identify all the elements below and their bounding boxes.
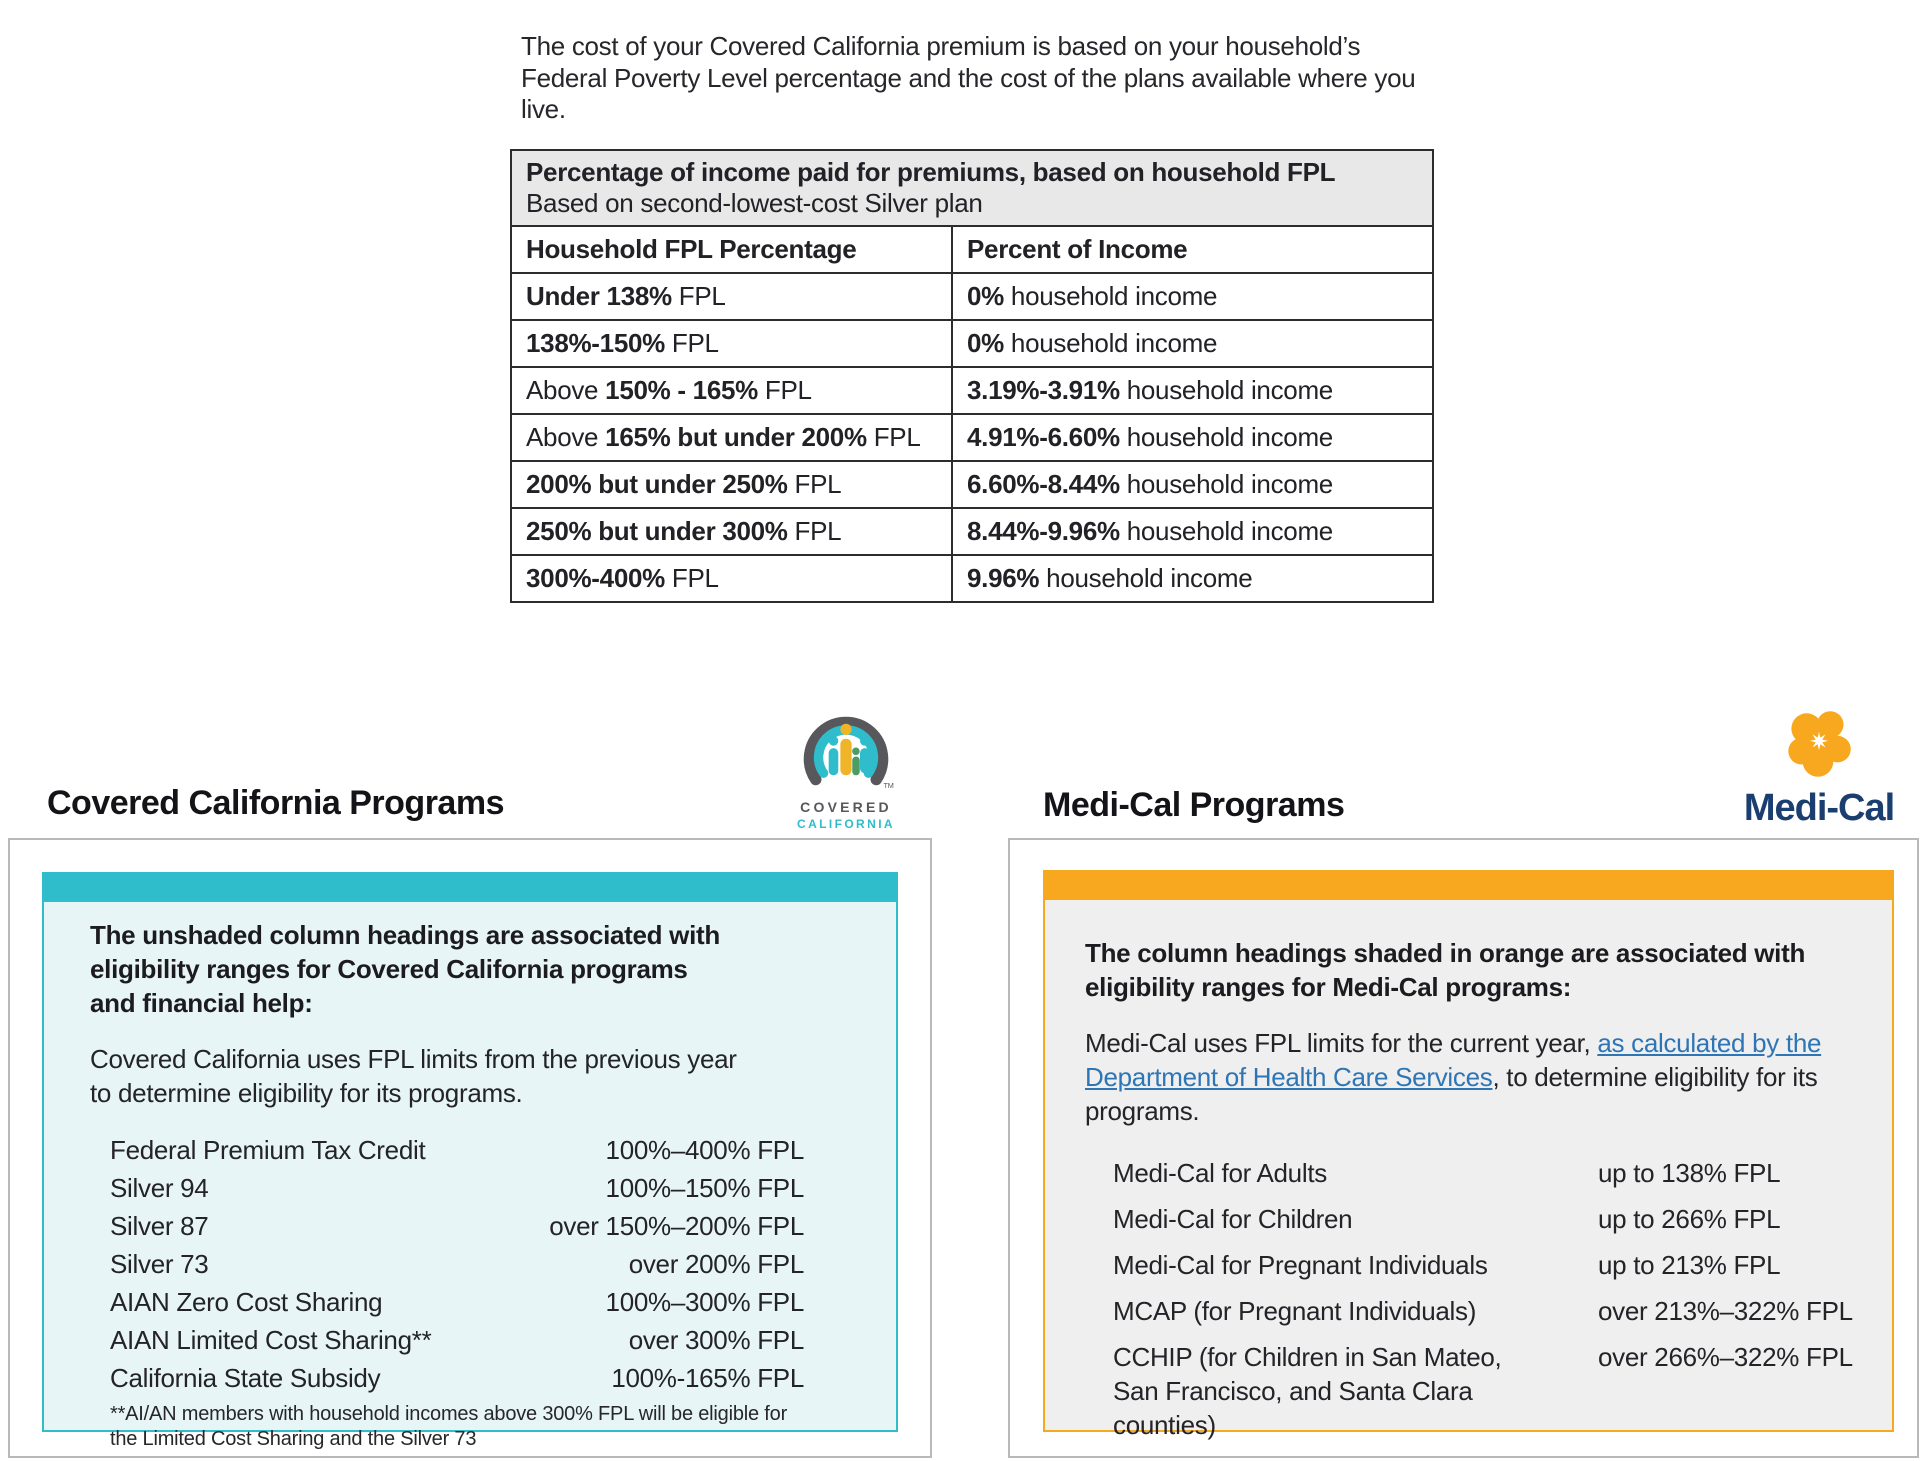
list-item xyxy=(110,1174,804,1203)
covered-california-logo xyxy=(786,696,906,831)
program-range: 100%-165% FPL xyxy=(611,1363,804,1393)
table-header-row xyxy=(511,226,1433,273)
mc-program-list xyxy=(1085,1156,1854,1442)
table-title-row xyxy=(511,150,1433,226)
list-item xyxy=(110,1288,804,1317)
covered-california-arch-icon xyxy=(791,696,901,792)
cc-logo-wordmark-covered: COVERED xyxy=(800,799,892,815)
program-range: over 300% FPL xyxy=(628,1325,804,1355)
orange-accent-bar xyxy=(1045,872,1892,900)
income-cell: 3.19%-3.91% household income xyxy=(952,367,1433,414)
fpl-cell: 250% but under 300% FPL xyxy=(511,508,952,555)
income-cell: 0% household income xyxy=(952,320,1433,367)
teal-accent-bar xyxy=(44,874,896,902)
star-icon xyxy=(1810,732,1828,750)
covered-california-info-box xyxy=(42,872,898,1450)
covered-california-section-title: Covered California Programs xyxy=(47,784,504,822)
program-range: over 150%–200% FPL xyxy=(549,1211,804,1241)
program-range: over 266%–322% FPL xyxy=(1598,1342,1853,1372)
income-cell: 6.60%-8.44% household income xyxy=(952,461,1433,508)
list-item xyxy=(1113,1202,1854,1236)
program-range: over 200% FPL xyxy=(628,1249,804,1279)
table-row xyxy=(511,273,1433,320)
medical-section-title: Medi-Cal Programs xyxy=(1043,786,1345,824)
list-item xyxy=(110,1212,804,1241)
medical-logo-wordmark: Medi-Cal xyxy=(1743,787,1895,829)
income-cell: 0% household income xyxy=(952,273,1433,320)
program-name: Federal Premium Tax Credit xyxy=(110,1135,426,1165)
program-name: Medi-Cal for Children xyxy=(1113,1204,1353,1234)
list-item xyxy=(1113,1340,1854,1442)
program-range: over 213%–322% FPL xyxy=(1598,1296,1853,1326)
column-header-fpl: Household FPL Percentage xyxy=(511,226,952,273)
income-cell: 9.96% household income xyxy=(952,555,1433,602)
mc-box-heading: The column headings shaded in orange are associated with eligibility ranges for Medi-Cal programs: xyxy=(1085,938,1806,1002)
program-range: 100%–150% FPL xyxy=(605,1173,804,1203)
table-row xyxy=(511,367,1433,414)
program-name: CCHIP (for Children in San Mateo, San Francisco, and Santa Clara counties) xyxy=(1113,1342,1502,1440)
fpl-cell: Above 150% - 165% FPL xyxy=(511,367,952,414)
program-name: California State Subsidy xyxy=(110,1363,381,1393)
income-cell: 8.44%-9.96% household income xyxy=(952,508,1433,555)
list-item xyxy=(110,1364,804,1393)
dhcs-link[interactable]: as calculated by the Department of Health Care Services xyxy=(1085,1028,1822,1092)
program-name: Silver 94 xyxy=(110,1173,209,1203)
aian-footnote: **AI/AN members with household incomes above 300% FPL will be eligible for the Limited Cost Sharing and the Silver 73 xyxy=(110,1403,788,1450)
table-row xyxy=(511,461,1433,508)
cc-box-paragraph: Covered California uses FPL limits from the previous year to determine eligibility for its programs. xyxy=(90,1044,737,1108)
mc-paragraph-text: , to determine eligibility for its programs. xyxy=(1085,1062,1818,1126)
fpl-cell: 300%-400% FPL xyxy=(511,555,952,602)
program-name: Silver 73 xyxy=(110,1249,209,1279)
table-title-cell xyxy=(511,150,1433,226)
program-name: Medi-Cal for Adults xyxy=(1113,1158,1327,1188)
income-cell: 4.91%-6.60% household income xyxy=(952,414,1433,461)
program-name: Medi-Cal for Pregnant Individuals xyxy=(1113,1250,1488,1280)
fpl-cell: 200% but under 250% FPL xyxy=(511,461,952,508)
medical-panel xyxy=(1008,838,1919,1458)
table-row xyxy=(511,414,1433,461)
program-name: Silver 87 xyxy=(110,1211,209,1241)
list-item xyxy=(110,1250,804,1279)
table-row xyxy=(511,555,1433,602)
cc-box-heading: The unshaded column headings are associated with eligibility ranges for Covered California programs and financial help: xyxy=(90,920,720,1018)
program-name: AIAN Limited Cost Sharing** xyxy=(110,1325,432,1355)
fpl-cell: Under 138% FPL xyxy=(511,273,952,320)
intro-paragraph: The cost of your Covered California premium is based on your household’s Federal Poverty Level percentage and the cost of the plans available where you live. xyxy=(521,31,1416,124)
trademark-symbol: TM xyxy=(883,780,894,790)
program-name: MCAP (for Pregnant Individuals) xyxy=(1113,1296,1477,1326)
cc-program-list xyxy=(90,1136,852,1393)
column-header-income: Percent of Income xyxy=(952,226,1433,273)
poppy-flower-icon xyxy=(1776,706,1862,782)
medical-logo xyxy=(1740,706,1898,830)
program-range: 100%–300% FPL xyxy=(605,1287,804,1317)
list-item xyxy=(1113,1248,1854,1282)
fpl-cell: 138%-150% FPL xyxy=(511,320,952,367)
list-item xyxy=(110,1326,804,1355)
mc-paragraph-text: Medi-Cal uses FPL limits for the current year, xyxy=(1085,1028,1598,1058)
program-range: up to 213% FPL xyxy=(1598,1250,1781,1280)
medical-info-box xyxy=(1043,870,1894,1440)
cc-logo-wordmark-california: CALIFORNIA xyxy=(797,817,895,831)
covered-california-panel xyxy=(8,838,932,1458)
list-item xyxy=(1113,1156,1854,1190)
table-row xyxy=(511,508,1433,555)
mc-box-paragraph xyxy=(1085,1026,1833,1128)
program-range: up to 138% FPL xyxy=(1598,1158,1781,1188)
premium-percentage-table xyxy=(510,149,1434,603)
program-name: AIAN Zero Cost Sharing xyxy=(110,1287,383,1317)
table-title: Percentage of income paid for premiums, based on household FPL xyxy=(526,157,1336,187)
program-range: up to 266% FPL xyxy=(1598,1204,1781,1234)
table-row xyxy=(511,320,1433,367)
list-item xyxy=(1113,1294,1854,1328)
list-item xyxy=(110,1136,804,1165)
program-range: 100%–400% FPL xyxy=(605,1135,804,1165)
fpl-cell: Above 165% but under 200% FPL xyxy=(511,414,952,461)
table-subtitle: Based on second-lowest-cost Silver plan xyxy=(526,188,983,218)
